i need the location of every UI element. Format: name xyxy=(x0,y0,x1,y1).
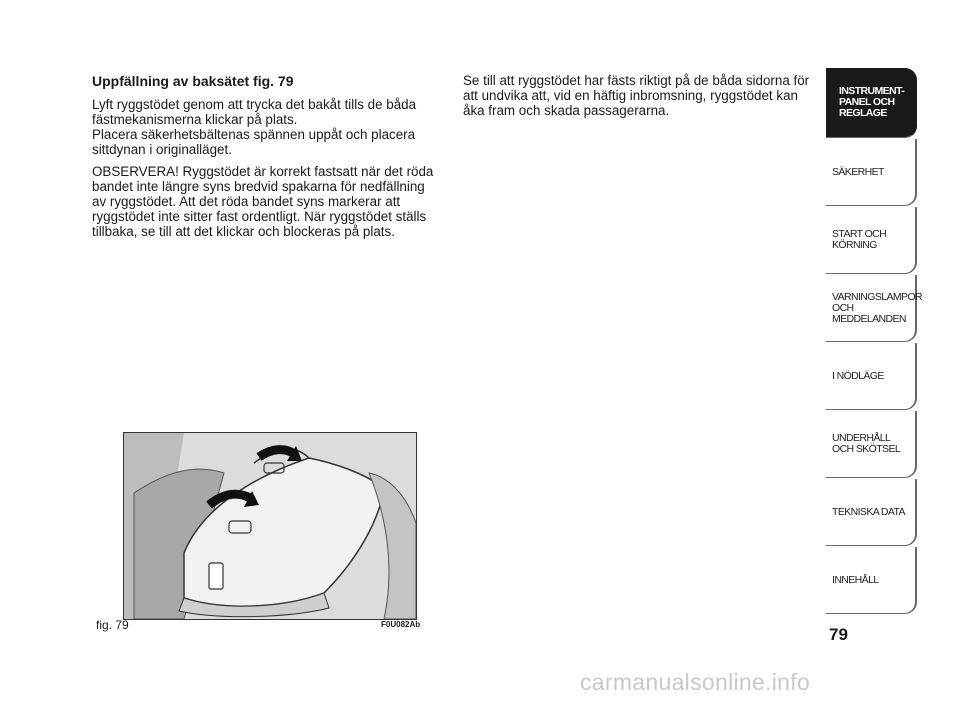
tab-start-och-korning[interactable] xyxy=(826,207,917,274)
paragraph-2: OBSERVERA! Ryggstödet är korrekt fastsatt när det röda bandet inte längre syns bredvid spakarna för nedfällning av ryggstödet. Att det röda bandet syns markerar att ryggstödet inte sitter fast ordentligt. När ryggstödet ställs tillbaka, se till att det klickar och blockeras på plats. xyxy=(92,164,434,239)
tab-sakerhet[interactable] xyxy=(826,139,917,206)
section-heading: Uppfällning av baksätet fig. 79 xyxy=(92,73,294,89)
warning-paragraph: Se till att ryggstödet har fästs riktigt på de båda sidorna för att undvika att, vid en häftig inbromsning, ryggstödet kan åka fram och skada passagerarna. xyxy=(463,73,810,118)
tab-label: VARNINGSLAMPOR OCH MEDDELANDEN xyxy=(832,290,923,325)
tab-instrumentpanel[interactable] xyxy=(826,68,917,138)
tab-tekniska-data[interactable] xyxy=(826,479,917,546)
figure-caption: fig. 79 xyxy=(96,618,129,632)
tab-varningslampor[interactable] xyxy=(826,275,923,342)
tab-label: TEKNISKA DATA xyxy=(832,505,905,518)
left-column xyxy=(92,73,437,246)
seat-illustration xyxy=(123,432,417,620)
tab-underhall[interactable] xyxy=(826,411,917,478)
tab-label: I NÖDLÄGE xyxy=(832,369,884,382)
tab-label: INSTRUMENT- PANEL OCH REGLAGE xyxy=(839,85,905,119)
tab-label: START OCH KÖRNING xyxy=(832,228,887,251)
paragraph-1: Lyft ryggstödet genom att trycka det bakåt tills de båda fästmekanismerna klickar på plats. Placera säkerhetsbältenas spännen uppåt och placera sittdynan i originalläget. xyxy=(92,97,417,157)
watermark: carmanualsonline.info xyxy=(580,669,811,695)
tab-label: SÄKERHET xyxy=(832,165,884,178)
seat-drawing xyxy=(124,433,416,619)
right-column xyxy=(463,73,813,118)
tab-label: INNEHÅLL xyxy=(832,573,879,586)
page-number: 79 xyxy=(829,625,848,644)
tab-innehall[interactable] xyxy=(826,547,917,614)
chapter-tabs xyxy=(826,68,923,615)
tab-i-nodlage[interactable] xyxy=(826,343,917,410)
figure-code: F0U082Ab xyxy=(381,620,421,629)
tab-label: UNDERHÅLL OCH SKÖTSEL xyxy=(832,432,901,455)
